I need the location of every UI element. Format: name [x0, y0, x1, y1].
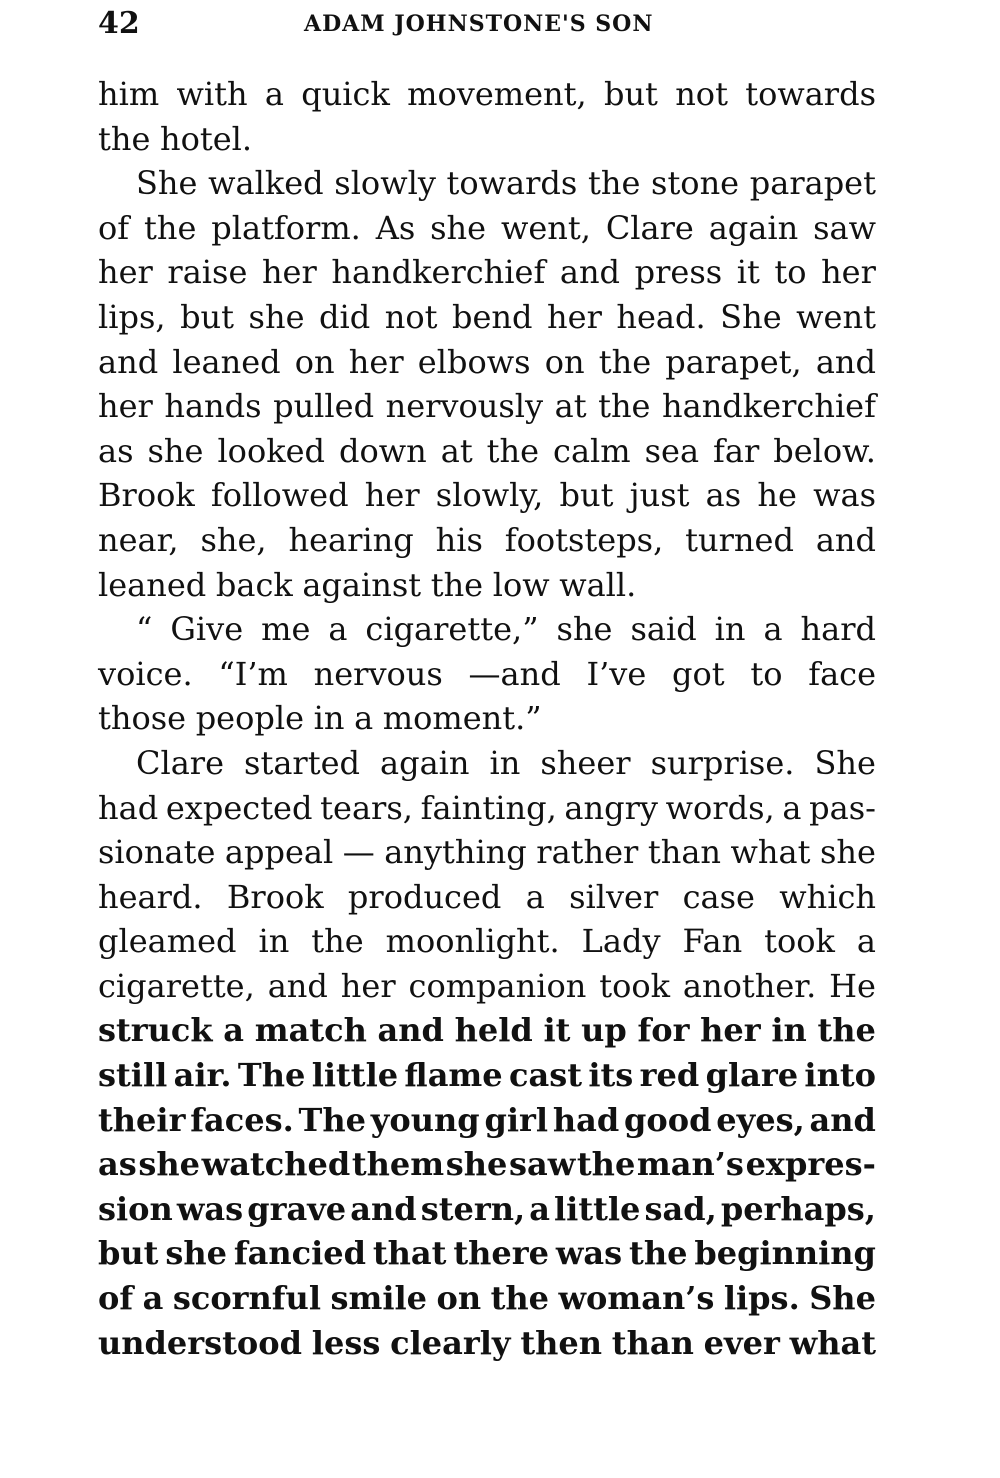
text-line: understood less clearly then than ever what — [98, 1323, 876, 1362]
running-head — [98, 4, 874, 44]
text-line: him with a quick movement, but not towards — [98, 75, 876, 113]
text-line: “ Give me a cigarette,” she said in a hard — [136, 610, 876, 649]
text-line: heard. Brook produced a silver case which — [98, 877, 876, 916]
text-line: their faces. The young girl had good eyes, and — [98, 1100, 876, 1139]
body-text — [98, 72, 876, 1365]
text-line: the hotel. — [98, 119, 253, 158]
text-line: sion was grave and stern, a little sad, perhaps, — [98, 1189, 876, 1228]
text-line: as she looked down at the calm sea far below. — [98, 431, 876, 470]
text-line: her hands pulled nervously at the handkerchief — [98, 387, 876, 426]
running-title: ADAM JOHNSTONE'S SON — [304, 11, 654, 37]
text-line: but she fancied that there was the beginning — [98, 1234, 876, 1273]
text-line: those people in a moment.” — [98, 699, 542, 738]
text-line: of the platform. As she went, Clare again saw — [98, 208, 876, 247]
text-line: as she watched them she saw the man’s expres- — [98, 1145, 876, 1184]
page-number: 42 — [98, 6, 140, 41]
text-line: near, she, hearing his footsteps, turned and — [98, 520, 876, 559]
text-line: voice. “I’m nervous —and I’ve got to face — [98, 654, 876, 693]
text-line: Brook followed her slowly, but just as he was — [98, 476, 876, 515]
text-line: her raise her handkerchief and press it to her — [98, 253, 876, 292]
text-line: of a scornful smile on the woman’s lips. She — [98, 1279, 876, 1318]
text-line: cigarette, and her companion took another. He — [98, 966, 876, 1005]
text-line: lips, but she did not bend her head. She went — [98, 297, 876, 336]
text-line: Clare started again in sheer surprise. She — [136, 743, 876, 782]
text-line: gleamed in the moonlight. Lady Fan took a — [98, 922, 876, 961]
text-line: leaned back against the low wall. — [98, 565, 637, 604]
text-line: had expected tears, fainting, angry words, a pas- — [98, 788, 876, 827]
text-line: sionate appeal — anything rather than what she — [98, 833, 876, 872]
text-line: She walked slowly towards the stone parapet — [136, 164, 876, 203]
text-line: struck a match and held it up for her in the — [98, 1011, 876, 1050]
text-line: still air. The little flame cast its red glare into — [98, 1056, 876, 1095]
text-line: and leaned on her elbows on the parapet, and — [98, 342, 876, 381]
